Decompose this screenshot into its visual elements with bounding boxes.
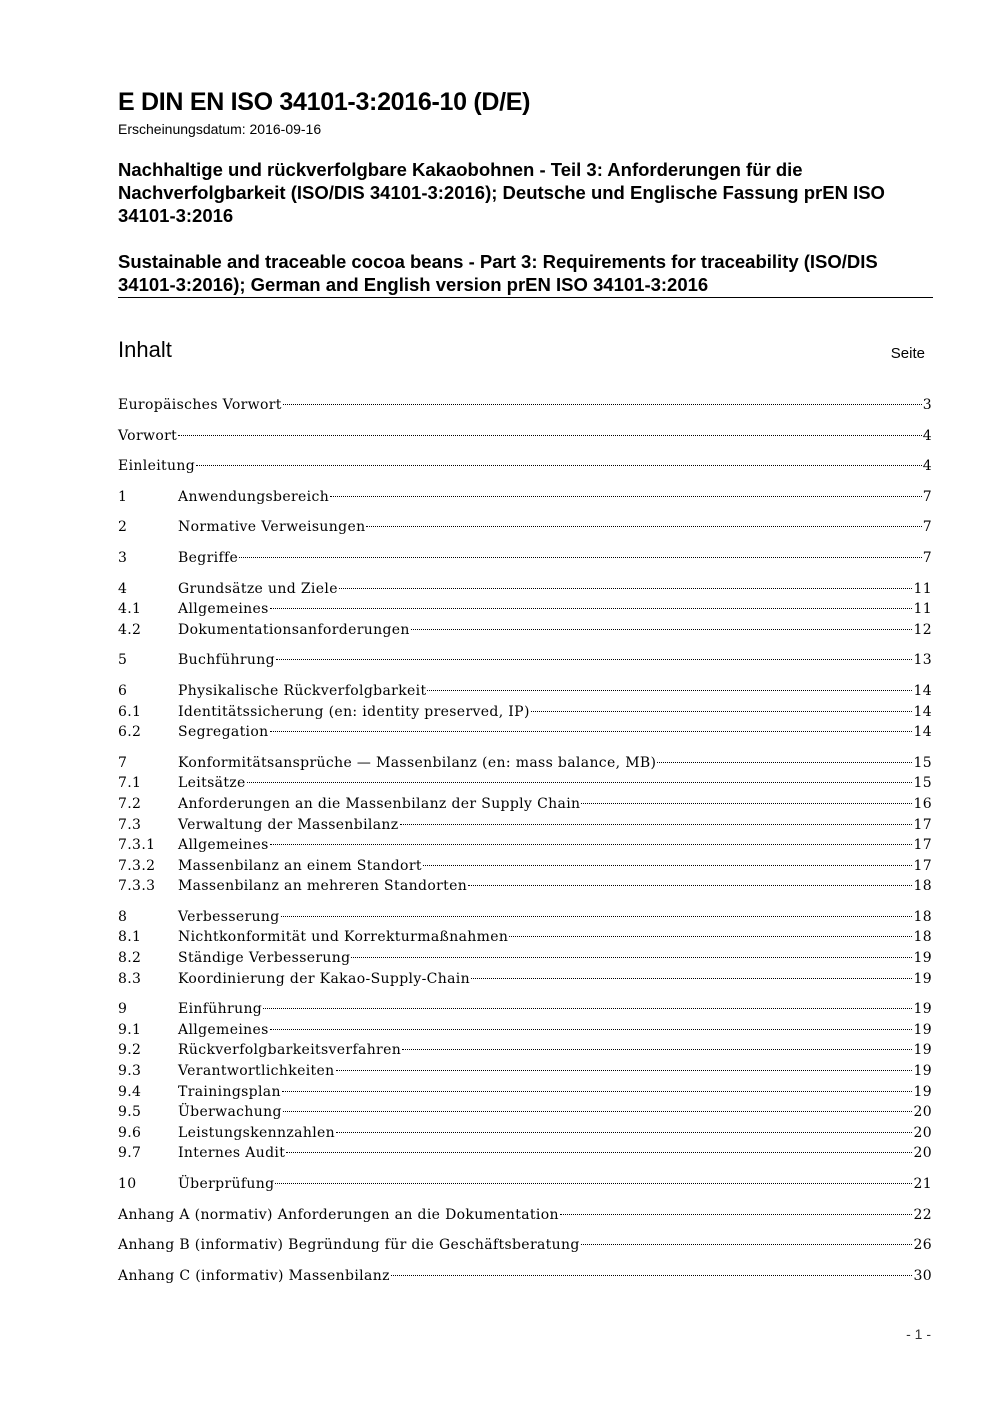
toc-leader-dots [283,1096,913,1112]
toc-entry-number: 9.3 [118,1063,142,1080]
toc-entry[interactable] [118,1203,932,1224]
toc-entry-number: 7.3 [118,816,142,833]
toc-entry-title: Leistungskennzahlen [178,1124,336,1141]
toc-leader-dots [283,389,922,405]
toc-entry-page: 19 [913,1063,932,1080]
toc-entry-page: 19 [913,1001,932,1018]
toc-entry-number: 1 [118,488,128,505]
toc-entry-number: 8.3 [118,970,142,987]
toc-leader-dots [336,1055,913,1071]
toc-leader-dots [270,1014,913,1030]
toc-entry-number: 9.5 [118,1104,142,1121]
toc-entry-page: 18 [913,908,932,925]
toc-entry[interactable] [118,424,932,445]
toc-leader-dots [270,829,913,845]
toc-leader-dots [560,1199,913,1215]
toc-entry-number: 7 [118,754,128,771]
toc-entry-title: Internes Audit [178,1145,286,1162]
toc-entry-title: Überprüfung [178,1176,275,1192]
toc-entry-title: Ständige Verbesserung [178,950,351,967]
toc-entry[interactable] [118,1141,932,1162]
toc-entry-number: 9.1 [118,1021,142,1038]
toc-entry[interactable] [118,1172,932,1193]
toc-leader-dots [196,450,922,466]
toc-entry-number: 10 [118,1176,137,1192]
toc-entry-title: Normative Verweisungen [178,519,366,536]
toc-entry-title: Anwendungsbereich [178,488,330,505]
toc-entry-title: Identitätssicherung (en: identity preserved, IP) [178,703,530,720]
toc-leader-dots [270,716,913,732]
toc-entry[interactable] [118,485,932,506]
toc-entry-number: 3 [118,549,128,566]
toc-entry-page: 7 [922,549,932,566]
toc-entry-page: 20 [913,1145,932,1162]
toc-leader-dots [282,1076,913,1092]
toc-entry[interactable] [118,967,932,988]
toc-entry[interactable] [118,393,932,414]
toc-entry[interactable] [118,515,932,536]
toc-entry-title: Massenbilanz an mehreren Standorten [178,878,468,895]
toc-entry-number: 4.2 [118,621,142,638]
toc-entry-number: 8.1 [118,929,142,946]
toc-leader-dots [402,1034,912,1050]
toc-entry-page: 17 [913,837,932,854]
toc-leader-dots [275,1168,912,1184]
toc-leader-dots [286,1137,912,1153]
toc-entry-number: 7.2 [118,795,142,812]
toc-entry-title: Nichtkonformität und Korrekturmaßnahmen [178,929,509,946]
toc-entry-page: 14 [913,682,932,699]
toc-leader-dots [468,870,912,886]
toc-entry-title: Grundsätze und Ziele [178,580,338,597]
toc-entry-title: Anhang C (informativ) Massenbilanz [118,1267,390,1284]
page-number: - 1 - [906,1326,931,1342]
toc-entry-number: 9.2 [118,1042,142,1059]
toc-entry[interactable] [118,546,932,567]
toc-entry-page: 7 [922,519,932,536]
toc-entry-number: 8 [118,908,128,925]
toc-entry-number: 4 [118,580,128,597]
toc-leader-dots [391,1260,913,1276]
publication-date: Erscheinungsdatum: 2016-09-16 [118,121,322,137]
toc-leader-dots [263,993,912,1009]
toc-entry-page: 17 [913,857,932,874]
toc-entry[interactable] [118,1264,932,1285]
toc-entry-title: Einführung [178,1001,263,1018]
toc-leader-dots [427,675,912,691]
toc-leader-dots [239,542,922,558]
toc-entry-title: Einleitung [118,458,196,475]
toc-entry[interactable] [118,874,932,895]
toc-leader-dots [657,747,912,763]
toc-entry-page: 21 [913,1176,932,1192]
toc-leader-dots [531,696,913,712]
toc-leader-dots [400,809,913,825]
toc-entry-title: Buchführung [178,652,275,669]
toc-entry-number: 6.1 [118,703,142,720]
toc-entry-title: Rückverfolgbarkeitsverfahren [178,1042,402,1059]
toc-entry-page: 13 [913,652,932,669]
toc-leader-dots [336,1117,912,1133]
document-title: E DIN EN ISO 34101-3:2016-10 (D/E) [118,88,531,116]
toc-entry[interactable] [118,1233,932,1254]
toc-entry-page: 20 [913,1104,932,1121]
toc-leader-dots [247,767,913,783]
toc-entry-title: Anhang A (normativ) Anforderungen an die Dokumentation [118,1206,559,1223]
toc-entry-title: Trainingsplan [178,1083,281,1100]
toc-entry-page: 14 [913,724,932,741]
toc-leader-dots [471,963,912,979]
toc-entry-page: 11 [913,580,932,597]
toc-entry-title: Massenbilanz an einem Standort [178,857,422,874]
toc-leader-dots [423,850,913,866]
toc-entry-number: 8.2 [118,950,142,967]
toc-entry-page: 20 [913,1124,932,1141]
toc-entry-number: 2 [118,519,128,536]
toc-entry-title: Begriffe [178,549,239,566]
toc-entry[interactable] [118,454,932,475]
toc-leader-dots [276,644,913,660]
toc-leader-dots [178,420,922,436]
toc-leader-dots [411,614,913,630]
toc-entry-title: Europäisches Vorwort [118,397,282,413]
toc-leader-dots [366,511,921,527]
toc-entry-page: 12 [913,621,932,638]
toc-entry-title: Überwachung [178,1104,282,1121]
toc-entry-page: 30 [913,1267,932,1284]
toc-entry-page: 15 [913,775,932,792]
toc-entry-title: Segregation [178,724,269,741]
toc-entry-page: 4 [922,458,932,475]
toc-entry-page: 15 [913,754,932,771]
toc-entry-title: Allgemeines [178,601,269,618]
toc-entry-number: 5 [118,652,128,669]
toc-leader-dots [270,593,913,609]
toc-entry-number: 7.3.2 [118,857,156,874]
toc-leader-dots [581,1229,913,1245]
toc-entry-page: 19 [913,1042,932,1059]
toc-leader-dots [581,788,912,804]
toc-entry-number: 9.4 [118,1083,142,1100]
toc-entry-number: 7.1 [118,775,142,792]
toc-entry-page: 17 [913,816,932,833]
toc-entry[interactable] [118,720,932,741]
toc-entry-page: 16 [913,795,932,812]
toc-entry-title: Konformitätsansprüche — Massenbilanz (en: mass balance, MB) [178,754,657,771]
toc-entry-title: Dokumentationsanforderungen [178,621,410,638]
toc-entry-number: 9.7 [118,1145,142,1162]
toc-entry-title: Anhang B (informativ) Begründung für die Geschäftsberatung [118,1237,580,1254]
toc-entry-title: Anforderungen an die Massenbilanz der Supply Chain [178,795,581,812]
toc-entry-page: 26 [913,1237,932,1254]
toc-entry-page: 18 [913,878,932,895]
toc-leader-dots [339,573,913,589]
subtitle-german: Nachhaltige und rückverfolgbare Kakaobohnen - Teil 3: Anforderungen für die Nachverfolgbarkeit (ISO/DIS 34101-3:2016); Deutsche und Englische Fassung prEN ISO 34101-3:2016 [118,159,885,226]
toc-entry-title: Verantwortlichkeiten [178,1063,335,1080]
toc-entry-page: 3 [922,397,932,413]
toc-entry-number: 7.3.1 [118,837,156,854]
toc-entry-page: 7 [922,488,932,505]
toc-entry-title: Allgemeines [178,1021,269,1038]
toc-entry-number: 7.3.3 [118,878,156,895]
toc-entry-number: 4.1 [118,601,142,618]
toc-entry-title: Verwaltung der Massenbilanz [178,816,399,833]
toc-entry-title: Leitsätze [178,775,246,792]
toc-entry-title: Verbesserung [178,908,280,925]
toc-leader-dots [351,942,912,958]
toc-leader-dots [330,481,922,497]
toc-entry-page: 19 [913,950,932,967]
toc-entry-page: 19 [913,1021,932,1038]
toc-entry-page: 18 [913,929,932,946]
toc-page-column-label: Seite [890,345,925,362]
toc-entry-title: Vorwort [118,427,178,444]
toc-entry-number: 9 [118,1001,128,1018]
toc-entry-page: 22 [913,1206,932,1223]
toc-entry-number: 6 [118,682,128,699]
table-of-contents [118,393,932,1284]
toc-entry-number: 9.6 [118,1124,142,1141]
toc-entry-page: 19 [913,1083,932,1100]
toc-entry-page: 11 [913,601,932,618]
toc-entry[interactable] [118,648,932,669]
toc-entry-page: 4 [922,427,932,444]
toc-leader-dots [509,921,912,937]
toc-entry[interactable] [118,618,932,639]
title-divider [118,297,933,298]
toc-entry-page: 14 [913,703,932,720]
toc-entry-title: Physikalische Rückverfolgbarkeit [178,682,427,699]
toc-leader-dots [281,901,913,917]
toc-entry-title: Koordinierung der Kakao-Supply-Chain [178,970,470,987]
toc-entry-title: Allgemeines [178,837,269,854]
toc-heading: Inhalt [118,337,172,362]
toc-entry-page: 19 [913,970,932,987]
subtitle-english: Sustainable and traceable cocoa beans - Part 3: Requirements for traceability (ISO/DIS 34101-3:2016); German and English version prEN ISO 34101-3:2016 [118,251,878,295]
toc-entry-number: 6.2 [118,724,142,741]
